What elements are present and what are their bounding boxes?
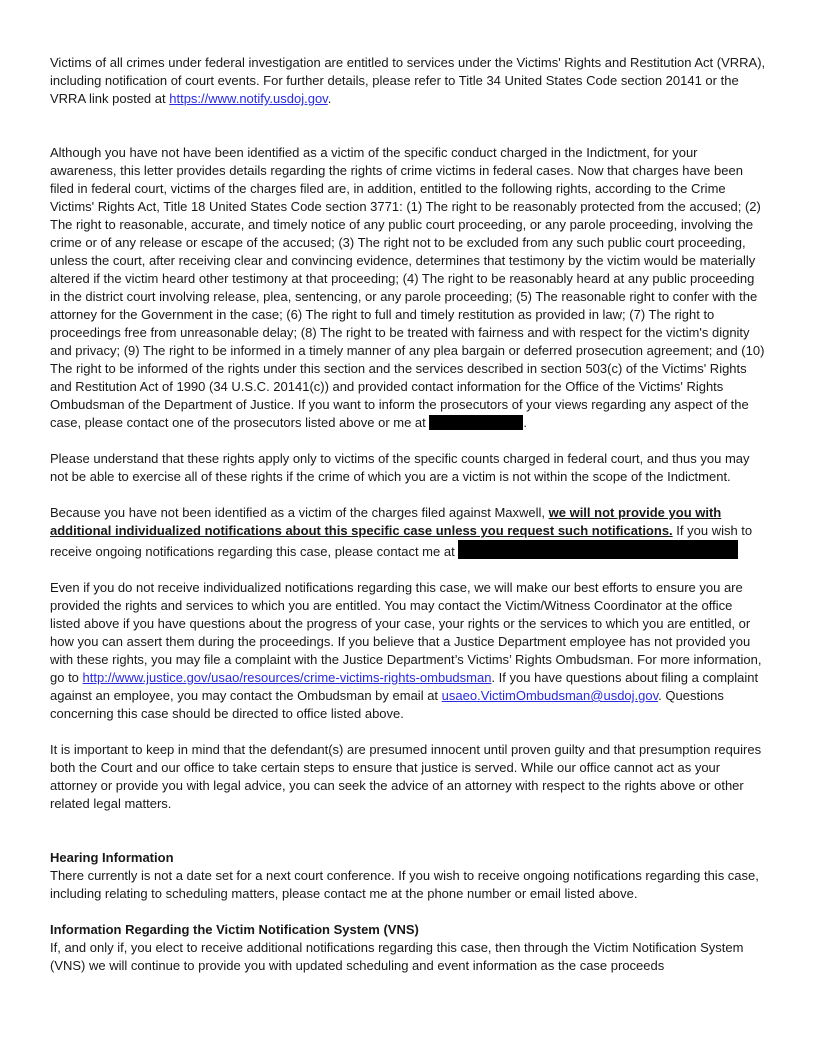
text-run: Victims of all crimes under federal investigation are entitled to services under the Victims' Rights and Restitution Act (VRRA), including notification of court events. For further details, please refer to Title 34 United States Code section 20141 or the VRRA link posted at [50,55,766,106]
text-run: If you wish to receive ongoing notifications regarding this case, please contact me at [50,523,753,559]
paragraph [50,54,766,108]
hyperlink[interactable]: http://www.justice.gov/usao/resources/crime-victims-rights-ombudsman [82,670,492,685]
text-run: Because you have not been identified as a victim of the charges filed against Maxwell, [50,505,549,520]
redaction-bar [458,540,738,559]
text-run: . [523,415,528,430]
hyperlink[interactable]: usaeo.VictimOmbudsman@usdoj.gov [441,688,659,703]
paragraph [50,579,766,723]
text-run: Hearing Information [50,850,174,865]
document-body [50,54,766,975]
paragraph [50,504,766,561]
section-heading [50,921,766,939]
paragraph [50,450,766,486]
paragraph [50,144,766,432]
text-run: Please understand that these rights apply only to victims of the specific counts charged in federal court, and thus you may not be able to exercise all of these rights if the crime of which you are a victim is not within the scope of the Indictment. [50,451,750,484]
section-heading [50,849,766,867]
text-run: . Questions concerning this case should be directed to office listed above. [50,688,724,721]
paragraph [50,867,766,903]
emphasized-text: we will not provide you with additional individualized notifications about this specific case unless you request such notifications. [50,505,722,538]
text-run: It is important to keep in mind that the defendant(s) are presumed innocent until proven guilty and that presumption requires both the Court and our office to take certain steps to ensure that justice is served. While our office cannot act as your attorney or provide you with legal advice, you can seek the advice of an attorney with respect to the rights above or other related legal matters. [50,742,762,811]
text-run: Information Regarding the Victim Notification System (VNS) [50,922,419,937]
text-run: Although you have not have been identified as a victim of the specific conduct charged in the Indictment, for your awareness, this letter provides details regarding the rights of crime victims in federal cases. Now that charges have been filed in federal court, victims of the charges filed are, in addition, entitled to the following rights, according to the Crime Victims' Rights Act, Title 18 United States Code section 3771: (1) The right to be reasonably protected from the accused; (2) The right to reasonable, accurate, and timely notice of any public court proceeding, or any parole proceeding, involving the crime or of any release or escape of the accused; (3) The right not to be excluded from any such public court proceeding, unless the court, after receiving clear and convincing evidence, determines that testimony by the victim would be materially altered if the victim heard other testimony at that proceeding; (4) The right to be reasonably heard at any public proceeding in the district court involving release, plea, sentencing, or any parole proceeding; (5) The reasonable right to confer with the attorney for the Government in the case; (6) The right to full and timely restitution as provided in law; (7) The right to proceedings free from unreasonable delay; (8) The right to be treated with fairness and with respect for the victim's dignity and privacy; (9) The right to be informed in a timely manner of any plea bargain or deferred prosecution agreement; and (10) The right to be informed of the rights under this section and the services described in section 503(c) of the Victims' Rights and Restitution Act of 1990 (34 U.S.C. 20141(c)) and provided contact information for the Office of the Victims' Rights Ombudsman of the Department of Justice. If you want to inform the prosecutors of your views regarding any aspect of the case, please contact one of the prosecutors listed above or me at [50,145,765,430]
paragraph [50,741,766,813]
hyperlink[interactable]: https://www.notify.usdoj.gov [169,91,328,106]
text-run: There currently is not a date set for a next court conference. If you wish to receive ongoing notifications regarding this case, including relating to scheduling matters, please contact me at the phone number or email listed above. [50,868,759,901]
text-run: . If you have questions about filing a complaint against an employee, you may contact the Ombudsman by email at [50,670,759,703]
text-run: If, and only if, you elect to receive additional notifications regarding this case, then through the Victim Notification System (VNS) we will continue to provide you with updated scheduling and event information as the case proceeds [50,940,744,973]
paragraph [50,939,766,975]
redaction-bar [429,415,523,430]
text-run: Even if you do not receive individualized notifications regarding this case, we will make our best efforts to ensure you are provided the rights and services to which you are entitled. You may contact the Victim/Witness Coordinator at the office listed above if you have questions about the progress of your case, your rights or the services to which you are entitled, or how you can assert them during the proceedings. If you believe that a Justice Department employee has not provided you with these rights, you may file a complaint with the Justice Department’s Victims’ Rights Ombudsman. For more information, go to [50,580,762,685]
text-run: . [327,91,332,106]
